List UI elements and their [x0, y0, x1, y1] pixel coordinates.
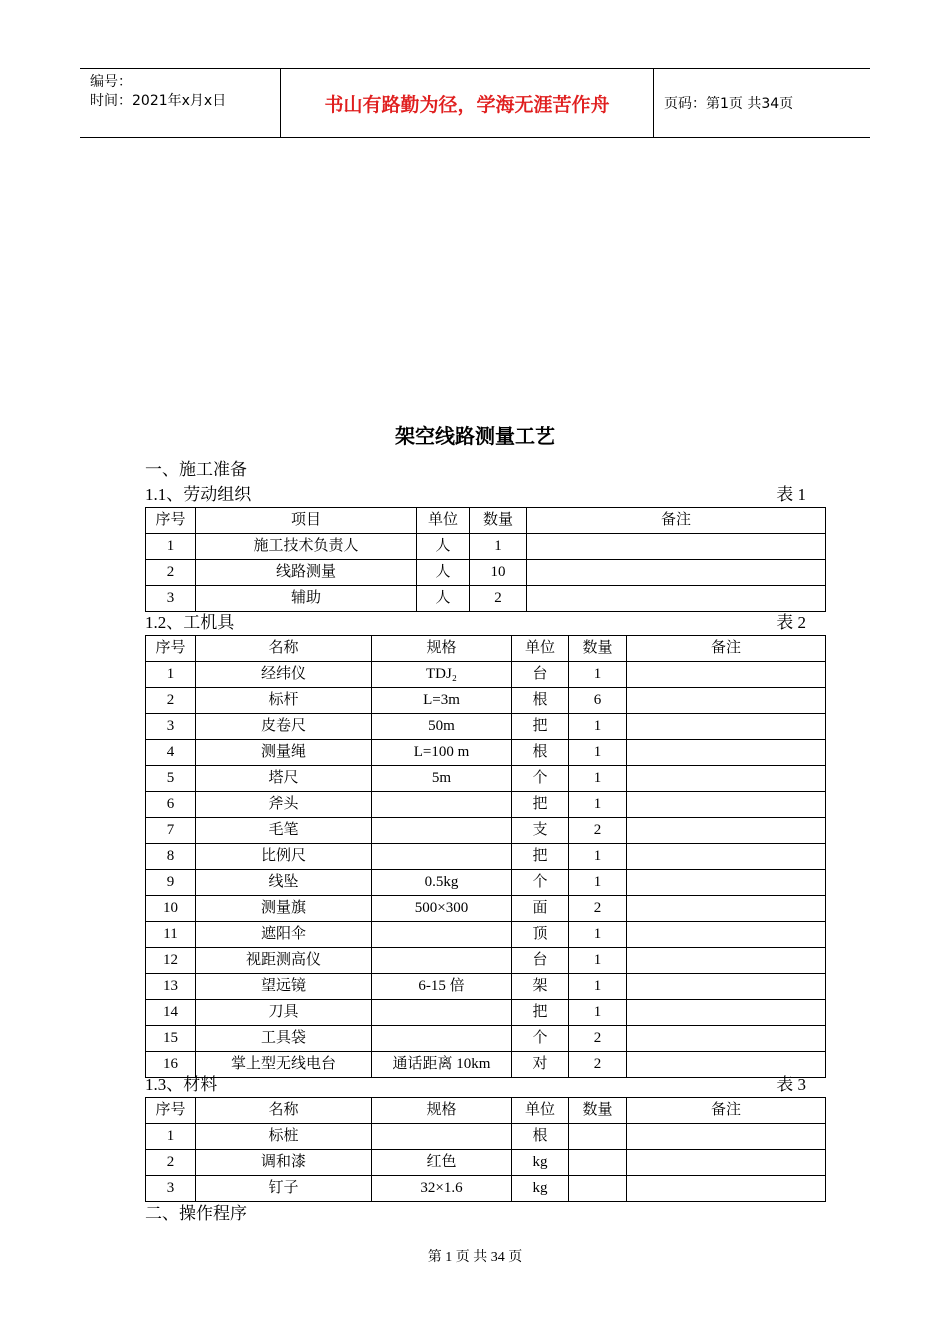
table-cell: 14: [146, 1000, 196, 1026]
table-cell: 1: [569, 844, 627, 870]
table-row: [146, 818, 826, 844]
table-cell: 1: [146, 534, 196, 560]
table-cell: 人: [417, 586, 470, 612]
table-row: [146, 896, 826, 922]
table-row: [146, 1150, 826, 1176]
table-cell: [627, 688, 826, 714]
table-row: [146, 586, 826, 612]
table-cell: 1: [569, 948, 627, 974]
table-cell: L=100 m: [372, 740, 512, 766]
table-cell: 1: [569, 740, 627, 766]
table-cell: 把: [512, 714, 569, 740]
table-cell: [627, 662, 826, 688]
date-label: 时间：2021年x月x日: [90, 93, 227, 109]
table-cell: [569, 1176, 627, 1202]
table-cell: 1: [569, 1000, 627, 1026]
table-cell: 5: [146, 766, 196, 792]
table-cell: 架: [512, 974, 569, 1000]
table-cell: [627, 870, 826, 896]
table-cell: 500×300: [372, 896, 512, 922]
column-header: 规格: [372, 636, 512, 662]
table-row: [146, 1000, 826, 1026]
table-cell: 根: [512, 688, 569, 714]
table-cell: 2: [146, 1150, 196, 1176]
header-motto: 书山有路勤为径，学海无涯苦作舟: [281, 69, 654, 137]
table-cell: 台: [512, 948, 569, 974]
table-cell: 红色: [372, 1150, 512, 1176]
table-cell: [627, 1150, 826, 1176]
table-cell: [372, 1000, 512, 1026]
page-footer: 第 1 页 共 34 页: [427, 1250, 523, 1265]
table-row: [146, 974, 826, 1000]
table-cell: 6-15 倍: [372, 974, 512, 1000]
table-cell: 望远镜: [196, 974, 372, 1000]
table-header-row: [146, 1098, 826, 1124]
table-cell: 把: [512, 792, 569, 818]
table-cell: 塔尺: [196, 766, 372, 792]
table-3-number: 表 3: [776, 1075, 806, 1094]
table-cell: 刀具: [196, 1000, 372, 1026]
table-cell: 面: [512, 896, 569, 922]
table-cell: 1: [569, 766, 627, 792]
table-cell: 个: [512, 870, 569, 896]
table-cell: 标杆: [196, 688, 372, 714]
table-cell: 9: [146, 870, 196, 896]
table-cell: 辅助: [196, 586, 417, 612]
table-cell: 6: [146, 792, 196, 818]
table-row: [146, 870, 826, 896]
table-cell: 3: [146, 714, 196, 740]
table-cell: [627, 948, 826, 974]
column-header: 序号: [146, 1098, 196, 1124]
table-cell: [627, 740, 826, 766]
column-header: 规格: [372, 1098, 512, 1124]
column-header: 序号: [146, 636, 196, 662]
table-row: [146, 688, 826, 714]
table-cell: 2: [569, 1052, 627, 1078]
column-header: 数量: [470, 508, 527, 534]
column-header: 名称: [196, 636, 372, 662]
table-header-row: [146, 508, 826, 534]
table-cell: 根: [512, 1124, 569, 1150]
table-cell: 调和漆: [196, 1150, 372, 1176]
table-cell: L=3m: [372, 688, 512, 714]
section-heading-1: 一、施工准备: [145, 460, 247, 479]
table-cell: 13: [146, 974, 196, 1000]
table-row: [146, 922, 826, 948]
table-cell: TDJ₂: [372, 662, 512, 688]
table-cell: 掌上型无线电台: [196, 1052, 372, 1078]
table-cell: 12: [146, 948, 196, 974]
column-header: 数量: [569, 1098, 627, 1124]
table-row: [146, 1026, 826, 1052]
table-cell: 1: [569, 714, 627, 740]
table-cell: [627, 896, 826, 922]
table-cell: 50m: [372, 714, 512, 740]
table-cell: [527, 560, 826, 586]
table-cell: 11: [146, 922, 196, 948]
labor-table: [145, 507, 826, 612]
table-cell: [627, 1026, 826, 1052]
table-cell: 测量绳: [196, 740, 372, 766]
table-cell: 皮卷尺: [196, 714, 372, 740]
table-cell: 32×1.6: [372, 1176, 512, 1202]
subsection-1-3: 1.3、材料: [145, 1075, 218, 1094]
document-title: 架空线路测量工艺: [395, 424, 555, 448]
table-cell: 毛笔: [196, 818, 372, 844]
table-row: [146, 740, 826, 766]
table-cell: 2: [569, 896, 627, 922]
table-cell: 7: [146, 818, 196, 844]
table-1-number: 表 1: [776, 485, 806, 504]
table-cell: 4: [146, 740, 196, 766]
table-cell: [627, 766, 826, 792]
table-cell: [627, 1176, 826, 1202]
table-cell: 台: [512, 662, 569, 688]
table-cell: 经纬仪: [196, 662, 372, 688]
table-cell: [627, 1124, 826, 1150]
table-2-number: 表 2: [776, 613, 806, 632]
table-cell: 标桩: [196, 1124, 372, 1150]
table-row: [146, 560, 826, 586]
table-cell: 把: [512, 1000, 569, 1026]
page-header: [80, 68, 870, 138]
table-header-row: [146, 636, 826, 662]
column-header: 序号: [146, 508, 196, 534]
table-cell: 人: [417, 560, 470, 586]
table-cell: [372, 792, 512, 818]
table-cell: 个: [512, 1026, 569, 1052]
table-cell: 视距测高仪: [196, 948, 372, 974]
table-cell: [372, 1124, 512, 1150]
table-cell: 把: [512, 844, 569, 870]
table-cell: 5m: [372, 766, 512, 792]
table-cell: 遮阳伞: [196, 922, 372, 948]
column-header: 备注: [527, 508, 826, 534]
table-cell: 人: [417, 534, 470, 560]
table-row: [146, 662, 826, 688]
table-cell: 工具袋: [196, 1026, 372, 1052]
table-cell: [372, 1026, 512, 1052]
table-cell: 1: [146, 662, 196, 688]
table-cell: 1: [146, 1124, 196, 1150]
tools-table: [145, 635, 826, 1078]
table-cell: 3: [146, 586, 196, 612]
table-row: [146, 792, 826, 818]
table-cell: kg: [512, 1176, 569, 1202]
subsection-1-1: 1.1、劳动组织: [145, 485, 252, 504]
table-cell: [569, 1150, 627, 1176]
table-cell: 2: [569, 818, 627, 844]
column-header: 单位: [512, 636, 569, 662]
column-header: 名称: [196, 1098, 372, 1124]
table-cell: 对: [512, 1052, 569, 1078]
table-row: [146, 766, 826, 792]
table-cell: 1: [569, 922, 627, 948]
table-cell: 16: [146, 1052, 196, 1078]
table-cell: [627, 1000, 826, 1026]
number-label: 编号：: [90, 74, 132, 90]
table-cell: [627, 818, 826, 844]
table-cell: 15: [146, 1026, 196, 1052]
subsection-1-2: 1.2、工机具: [145, 613, 235, 632]
table-cell: 2: [569, 1026, 627, 1052]
table-cell: 1: [569, 870, 627, 896]
header-meta: [80, 69, 281, 137]
table-cell: [627, 792, 826, 818]
column-header: 数量: [569, 636, 627, 662]
table-cell: 2: [146, 688, 196, 714]
table-cell: 3: [146, 1176, 196, 1202]
table-cell: 顶: [512, 922, 569, 948]
table-cell: [569, 1124, 627, 1150]
table-row: [146, 1176, 826, 1202]
column-header: 备注: [627, 1098, 826, 1124]
table-cell: [527, 586, 826, 612]
table-cell: 1: [569, 792, 627, 818]
table-cell: 0.5kg: [372, 870, 512, 896]
column-header: 单位: [417, 508, 470, 534]
table-cell: 测量旗: [196, 896, 372, 922]
table-cell: kg: [512, 1150, 569, 1176]
table-cell: 10: [146, 896, 196, 922]
table-cell: [372, 922, 512, 948]
table-cell: 2: [470, 586, 527, 612]
column-header: 单位: [512, 1098, 569, 1124]
table-cell: 比例尺: [196, 844, 372, 870]
table-row: [146, 1124, 826, 1150]
table-cell: 通话距离 10km: [372, 1052, 512, 1078]
table-cell: [627, 844, 826, 870]
table-cell: [372, 844, 512, 870]
table-cell: 支: [512, 818, 569, 844]
section-heading-2: 二、操作程序: [145, 1204, 247, 1223]
table-row: [146, 844, 826, 870]
table-cell: 2: [146, 560, 196, 586]
table-cell: 根: [512, 740, 569, 766]
table-row: [146, 948, 826, 974]
table-cell: [627, 974, 826, 1000]
table-cell: 线坠: [196, 870, 372, 896]
table-cell: 施工技术负责人: [196, 534, 417, 560]
table-cell: 1: [569, 974, 627, 1000]
table-cell: 钉子: [196, 1176, 372, 1202]
materials-table: [145, 1097, 826, 1202]
table-row: [146, 534, 826, 560]
table-cell: 8: [146, 844, 196, 870]
table-cell: [527, 534, 826, 560]
table-cell: [372, 818, 512, 844]
table-cell: 个: [512, 766, 569, 792]
table-cell: 10: [470, 560, 527, 586]
table-cell: 1: [569, 662, 627, 688]
column-header: 项目: [196, 508, 417, 534]
table-cell: 1: [470, 534, 527, 560]
column-header: 备注: [627, 636, 826, 662]
header-page-info: 页码：第1页 共34页: [664, 96, 794, 112]
table-cell: [627, 922, 826, 948]
table-cell: [372, 948, 512, 974]
table-row: [146, 714, 826, 740]
table-cell: 线路测量: [196, 560, 417, 586]
table-cell: 斧头: [196, 792, 372, 818]
table-row: [146, 1052, 826, 1078]
table-cell: 6: [569, 688, 627, 714]
table-cell: [627, 714, 826, 740]
